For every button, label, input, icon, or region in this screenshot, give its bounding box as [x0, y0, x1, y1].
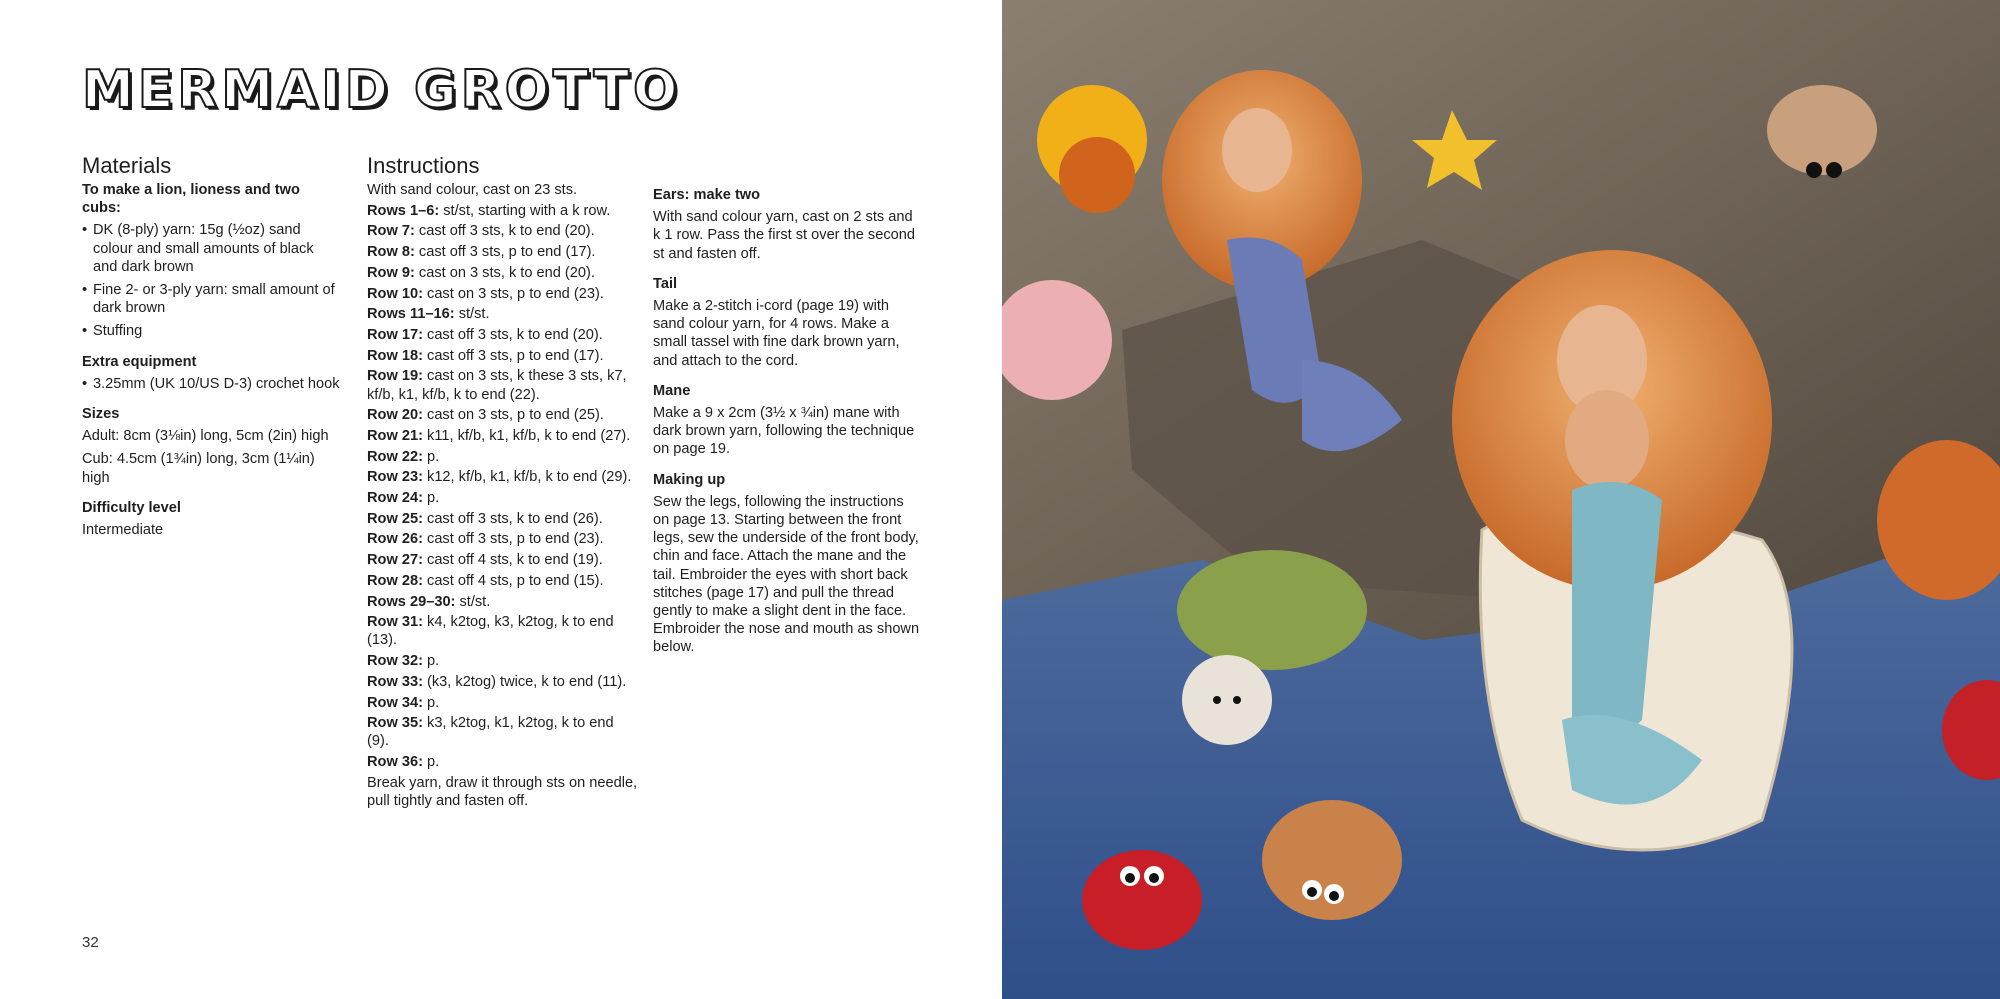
row-label: Row 9:	[367, 264, 415, 281]
row-text: cast off 3 sts, p to end (23).	[427, 531, 604, 548]
row-label: Row 10:	[367, 285, 423, 302]
row-text: cast off 4 sts, k to end (19).	[427, 552, 603, 569]
instruction-row	[367, 406, 639, 424]
instruction-row	[367, 202, 639, 220]
materials-column	[82, 150, 340, 544]
instruction-row	[367, 326, 639, 344]
mermaid-grotto-photo	[1002, 0, 2000, 999]
row-label: Row 25:	[367, 510, 423, 527]
materials-heading: Materials	[82, 153, 172, 178]
row-label: Row 36:	[367, 754, 423, 771]
instruction-row	[367, 264, 639, 282]
row-text: p.	[427, 448, 440, 465]
section-heading: Making up	[653, 471, 726, 488]
row-text: k12, kf/b, k1, kf/b, k to end (29).	[427, 469, 632, 486]
row-text: cast off 3 sts, k to end (20).	[427, 326, 603, 343]
difficulty-heading: Difficulty level	[82, 499, 181, 516]
row-text: k11, kf/b, k1, kf/b, k to end (27).	[427, 427, 631, 444]
sections-column	[653, 186, 923, 662]
extra-equipment-heading: Extra equipment	[82, 353, 197, 370]
size-cub: Cub: 4.5cm (1¾in) long, 3cm (1¼in) high	[82, 451, 315, 486]
page-number: 32	[82, 934, 99, 951]
row-label: Row 28:	[367, 572, 423, 589]
row-label: Row 24:	[367, 490, 423, 507]
instruction-row	[367, 694, 639, 712]
instruction-row	[367, 714, 639, 750]
instruction-row	[367, 468, 639, 486]
list-item: • Fine 2- or 3-ply yarn: small amount of dark brown	[82, 281, 340, 317]
instructions-rows	[367, 181, 639, 810]
row-text: cast off 3 sts, k to end (20).	[418, 223, 595, 240]
row-text: cast on 3 sts, k to end (20).	[418, 264, 595, 281]
row-label: Row 20:	[367, 407, 423, 424]
instructions-heading: Instructions	[367, 153, 480, 178]
row-text: cast on 3 sts, p to end (25).	[427, 407, 604, 424]
section-heading: Tail	[653, 275, 678, 292]
instruction-row	[367, 753, 639, 771]
instruction-row	[367, 593, 639, 611]
instruction-row	[367, 347, 639, 365]
row-text: k4, k2tog, k3, k2tog, k to end (13).	[367, 614, 614, 649]
row-text: p.	[427, 490, 440, 507]
row-text: cast off 4 sts, p to end (15).	[427, 572, 604, 589]
instruction-row	[367, 285, 639, 303]
list-item: • DK (8-ply) yarn: 15g (½oz) sand colour and small amounts of black and dark brown	[82, 221, 340, 276]
row-label: Rows 29–30:	[367, 593, 456, 610]
sizes-heading: Sizes	[82, 406, 120, 423]
row-text: (k3, k2tog) twice, k to end (11).	[427, 673, 627, 690]
row-label: Row 19:	[367, 368, 423, 385]
extra-equipment-list	[82, 375, 340, 393]
page-title: MERMAID GROTTO	[82, 60, 682, 120]
row-label: Row 33:	[367, 673, 423, 690]
instruction-row	[367, 510, 639, 528]
instructions-outro: Break yarn, draw it through sts on needle, pull tightly and fasten off.	[367, 774, 638, 810]
list-item: • 3.25mm (UK 10/US D-3) crochet hook	[82, 375, 340, 393]
instruction-row	[367, 367, 639, 403]
instruction-row	[367, 448, 639, 466]
row-text: cast off 3 sts, p to end (17).	[427, 347, 604, 364]
row-label: Rows 1–6:	[367, 202, 440, 219]
instruction-row	[367, 243, 639, 261]
row-label: Row 18:	[367, 347, 423, 364]
row-text: st/st.	[458, 306, 490, 323]
row-label: Row 7:	[367, 223, 415, 240]
instruction-row	[367, 427, 639, 445]
section-text: With sand colour yarn, cast on 2 sts and k 1 row. Pass the first st over the second st and fasten off.	[653, 209, 915, 262]
row-text: cast off 3 sts, p to end (17).	[418, 244, 596, 261]
row-label: Row 31:	[367, 614, 423, 631]
row-label: Rows 11–16:	[367, 306, 455, 323]
instruction-row	[367, 652, 639, 670]
section-text: Make a 2-stitch i-cord (page 19) with sand colour yarn, for 4 rows. Make a small tassel with fine dark brown yarn, and attach to the cord.	[653, 298, 900, 369]
row-label: Row 26:	[367, 531, 423, 548]
row-text: p.	[427, 653, 440, 670]
section-heading: Mane	[653, 382, 691, 399]
row-text: cast on 3 sts, k these 3 sts, k7, kf/b, k1, kf/b, k to end (22).	[367, 368, 627, 403]
instruction-row	[367, 673, 639, 691]
row-label: Row 27:	[367, 552, 423, 569]
instruction-row	[367, 222, 639, 240]
difficulty-value: Intermediate	[82, 522, 164, 539]
row-text: cast off 3 sts, k to end (26).	[427, 510, 603, 527]
size-adult: Adult: 8cm (3⅛in) long, 5cm (2in) high	[82, 428, 329, 445]
row-label: Row 8:	[367, 244, 415, 261]
instructions-intro: With sand colour, cast on 23 sts.	[367, 182, 578, 198]
instructions-column	[367, 150, 639, 813]
row-label: Row 32:	[367, 653, 423, 670]
row-label: Row 34:	[367, 694, 423, 711]
section-text: Make a 9 x 2cm (3½ x ¾in) mane with dark brown yarn, following the technique on page 19.	[653, 405, 915, 458]
instruction-row	[367, 489, 639, 507]
row-text: p.	[427, 754, 440, 771]
instruction-row	[367, 530, 639, 548]
instruction-row	[367, 551, 639, 569]
row-label: Row 17:	[367, 326, 423, 343]
row-label: Row 21:	[367, 427, 423, 444]
section-text: Sew the legs, following the instructions on page 13. Starting between the front legs, sew the underside of the front body, chin and face. Attach the mane and the tail. Embroider the eyes with short back stitches (page 17) and pull the thread gently to make a slight dent in the face. Embroider the nose and mouth as shown below.	[653, 493, 920, 656]
row-text: st/st, starting with a k row.	[443, 202, 611, 219]
materials-intro: To make a lion, lioness and two cubs:	[82, 182, 300, 217]
row-label: Row 35:	[367, 715, 423, 732]
row-text: p.	[427, 694, 440, 711]
row-text: cast on 3 sts, p to end (23).	[427, 285, 604, 302]
instruction-row	[367, 613, 639, 649]
row-text: k3, k2tog, k1, k2tog, k to end (9).	[367, 715, 614, 750]
list-item: • Stuffing	[82, 322, 340, 340]
row-text: st/st.	[459, 593, 491, 610]
instruction-row	[367, 305, 639, 323]
instruction-row	[367, 572, 639, 590]
section-heading: Ears: make two	[653, 187, 761, 203]
row-label: Row 23:	[367, 469, 423, 486]
materials-list	[82, 221, 340, 340]
row-label: Row 22:	[367, 448, 423, 465]
